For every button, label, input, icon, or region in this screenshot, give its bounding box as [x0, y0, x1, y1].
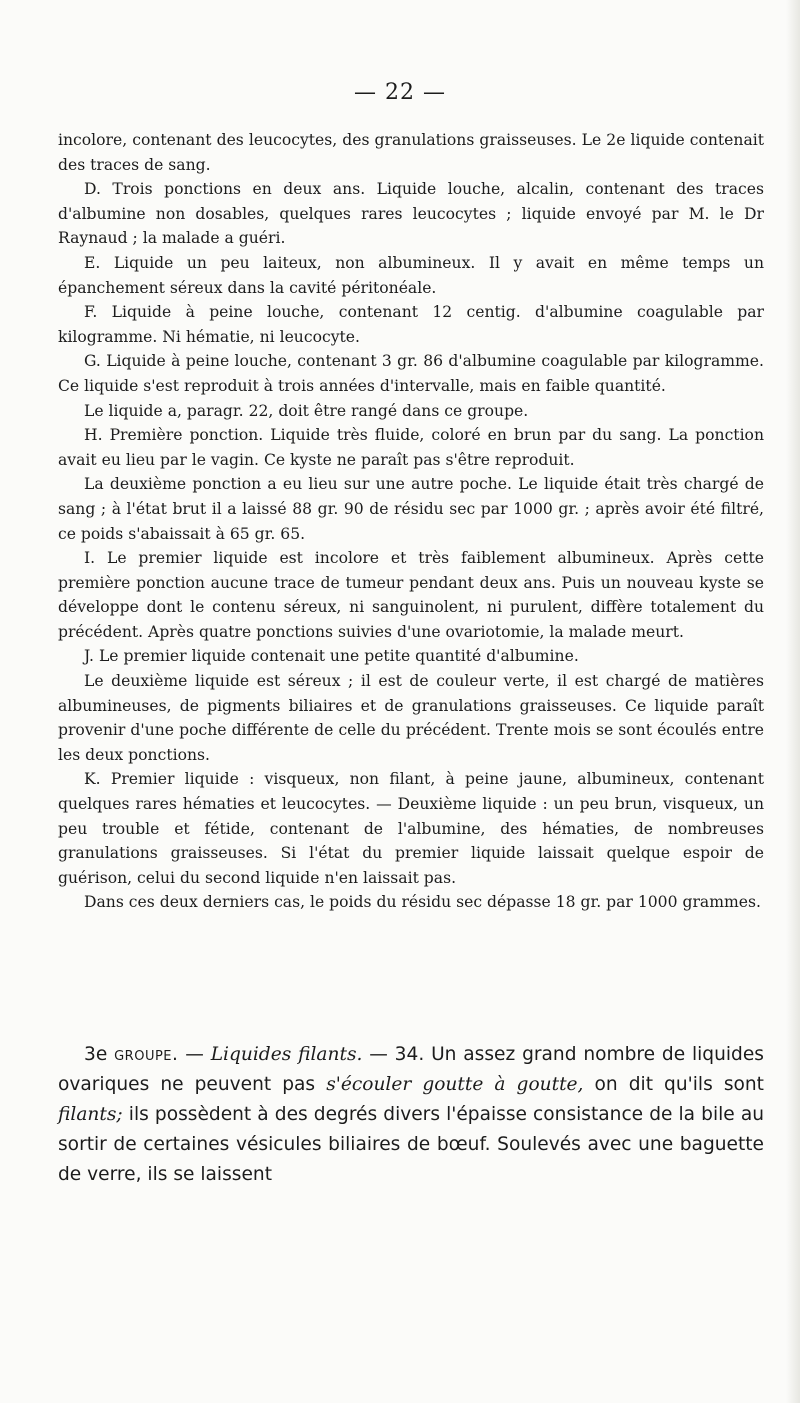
paragraph: D. Trois ponctions en deux ans. Liquide louche, alcalin, contenant des traces d'albumine non dosables, quelques rares leucocytes ; liquide envoyé par M. le Dr Raynaud ; la malade a guéri.: [58, 180, 764, 248]
section-text-3: ils possèdent à des degrés divers l'épaisse consistance de la bile au sortir de certaines vésicules biliaires de bœuf. Soulevés avec une baguette de verre, ils se laissent: [58, 1104, 764, 1185]
section-italic-1: s'écouler goutte à goutte,: [326, 1074, 584, 1095]
page-number: — 22 —: [354, 80, 446, 105]
section-paragraph: [58, 1040, 764, 1190]
section-3-filants: [58, 1040, 764, 1190]
paragraph: Le deuxième liquide est séreux ; il est de couleur verte, il est chargé de matières albumineuses, de pigments biliaires et de granulations graisseuses. Ce liquide paraît provenir d'une poche différente de celle du précédent. Trente mois se sont écoulés entre les deux ponctions.: [58, 672, 764, 764]
paragraph: La deuxième ponction a eu lieu sur une autre poche. Le liquide était très chargé de sang ; à l'état brut il a laissé 88 gr. 90 de résidu sec par 1000 gr. ; après avoir été filtré, ce poids s'abaissait à 65 gr. 65.: [58, 475, 764, 543]
page-edge-shadow: [786, 0, 800, 1403]
paragraph: K. Premier liquide : visqueux, non filant, à peine jaune, albumineux, contenant quelques rares hématies et leucocytes. — Deuxième liquide : un peu brun, visqueux, un peu trouble et fétide, contenant de l'albumine, des hématies, de nombreuses granulations graisseuses. Si l'état du premier liquide laissait quelque espoir de guérison, celui du second liquide n'en laissait pas.: [58, 770, 764, 887]
section-number: 3e: [84, 1044, 108, 1065]
paragraph: Dans ces deux derniers cas, le poids du résidu sec dépasse 18 gr. par 1000 grammes.: [84, 893, 761, 912]
paragraph: Le liquide a, paragr. 22, doit être rangé dans ce groupe.: [84, 401, 529, 420]
paragraph: I. Le premier liquide est incolore et très faiblement albumineux. Après cette première ponction aucune trace de tumeur pendant deux ans. Puis un nouveau kyste se développe dont le contenu séreux, ni sanguinolent, ni purulent, diffère totalement du précédent. Après quatre ponctions suivies d'une ovariotomie, la malade meurt.: [58, 549, 764, 641]
section-separator: —: [369, 1044, 388, 1065]
section-dash: —: [185, 1044, 204, 1065]
body-text: [58, 128, 764, 915]
paragraph: E. Liquide un peu laiteux, non albumineux. Il y avait en même temps un épanchement séreux dans la cavité péritonéale.: [58, 253, 764, 297]
section-italic-2: filants;: [58, 1104, 123, 1125]
section-text-2: on dit qu'ils sont: [594, 1074, 764, 1095]
section-label: groupe.: [114, 1044, 179, 1065]
section-title: Liquides filants.: [210, 1044, 363, 1065]
section-text-1: 34. Un assez grand nombre de liquides ovariques ne peuvent pas: [58, 1044, 764, 1095]
paragraph: F. Liquide à peine louche, contenant 12 centig. d'albumine coagulable par kilogramme. Ni hématie, ni leucocyte.: [58, 303, 764, 346]
paragraph: incolore, contenant des leucocytes, des granulations graisseuses. Le 2e liquide contenait des traces de sang.: [58, 131, 764, 174]
paragraph: H. Première ponction. Liquide très fluide, coloré en brun par du sang. La ponction avait eu lieu par le vagin. Ce kyste ne paraît pas s'être reproduit.: [58, 426, 764, 469]
paragraph: G. Liquide à peine louche, contenant 3 gr. 86 d'albumine coagulable par kilogramme. Ce liquide s'est reproduit à trois années d'intervalle, mais en faible quantité.: [58, 352, 764, 395]
paragraph: J. Le premier liquide contenait une petite quantité d'albumine.: [84, 647, 579, 666]
